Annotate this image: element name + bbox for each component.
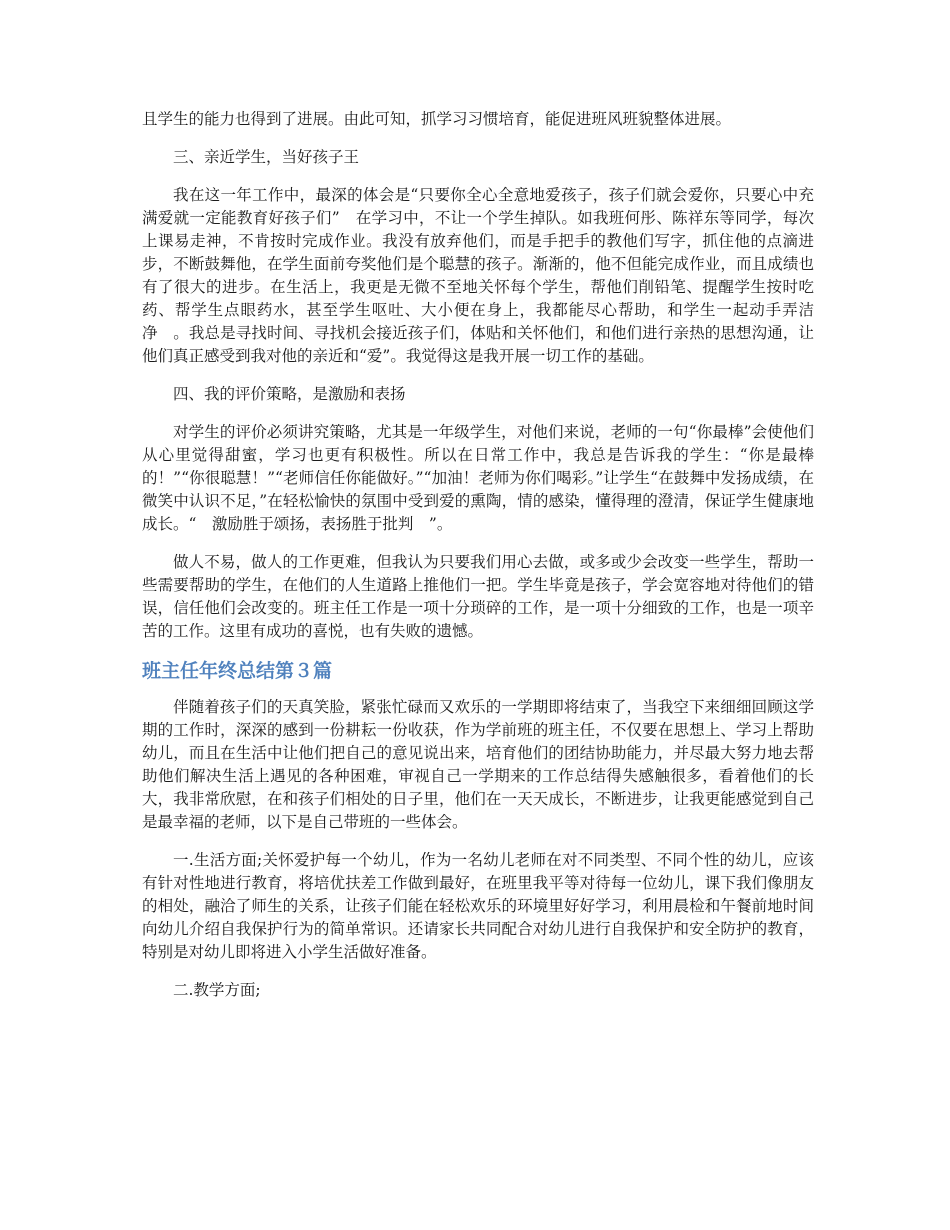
article-three-heading: 班主任年终总结第３篇 (142, 660, 333, 682)
document-page (142, 108, 814, 1017)
section-four-title: 四、我的评价策略，是激励和表扬 (173, 385, 406, 403)
section-three-body: 我在这一年工作中，最深的体会是“只要你全心全意地爱孩子，孩子们就会爱你，只要心中充满爱就一定能教育好孩子们” 在学习中，不让一个学生掉队。如我班何彤、陈祥东等同学，每次上课易走神，不肯按时完成作业。我没有放弃他们，而是手把手的教他们写字，抓住他的点滴进步，不断鼓舞他，在学生面前夸奖他们是个聪慧的孩子。渐渐的，他不但能完成作业，而且成绩也有了很大的进步。在生活上，我更是无微不至地关怀每个学生，帮他们削铅笔、提醒学生按时吃药、帮学生点眼药水，甚至学生呕吐、大小便在身上，我都能尽心帮助，和学生一起动手弄洁净 。我总是寻找时间、寻找机会接近孩子们，体贴和关怀他们，和他们进行亲热的思想沟通，让他们真正感受到我对他的亲近和“爱”。我觉得这是我开展一切工作的基础。 (142, 186, 814, 365)
life-section-paragraph: 一.生活方面;关怀爱护每一个幼儿，作为一名幼儿老师在对不同类型、不同个性的幼儿，应该有针对性地进行教育，将培优扶差工作做到最好，在班里我平等对待每一位幼儿，课下我们像朋友的相处，融洽了师生的关系，让孩子们能在轻松欢乐的环境里好好学习，利用晨检和午餐前地时间向幼儿介绍自我保护行为的简单常识。还请家长共同配合对幼儿进行自我保护和安全防护的教育，特别是对幼儿即将进入小学生活做好准备。 (142, 851, 814, 961)
section-three-title: 三、亲近学生，当好孩子王 (173, 148, 360, 166)
teaching-section-title: 二.教学方面; (173, 981, 261, 999)
closing-paragraph: 做人不易，做人的工作更难，但我认为只要我们用心去做，或多或少会改变一些学生，帮助一些需要帮助的学生，在他们的人生道路上推他们一把。学生毕竟是孩子，学会宽容地对待他们的错误，信任他们会改变的。班主任工作是一项十分琐碎的工作，是一项十分细致的工作，也是一项辛苦的工作。这里有成功的喜悦，也有失败的遗憾。 (142, 553, 814, 640)
continuation-paragraph: 且学生的能力也得到了进展。由此可知，抓学习习惯培育，能促进班风班貌整体进展。 (142, 110, 732, 128)
section-four-body: 对学生的评价必须讲究策略，尤其是一年级学生，对他们来说，老师的一句“你最棒”会使他们从心里觉得甜蜜，学习也更有积极性。所以在日常工作中，我总是告诉我的学生：“你是最棒的！”“你很聪慧！”“老师信任你能做好。”“加油！老师为你们喝彩。”让学生“在鼓舞中发扬成绩，在微笑中认识不足，”在轻松愉快的氛围中受到爱的熏陶，情的感染，懂得理的澄清，保证学生健康地成长。“ 激励胜于颂扬，表扬胜于批判 ”。 (142, 423, 814, 533)
article-three-intro: 伴随着孩子们的天真笑脸，紧张忙碌而又欢乐的一学期即将结束了，当我空下来细细回顾这学期的工作时，深深的感到一份耕耘一份收获，作为学前班的班主任，不仅要在思想上、学习上帮助幼儿，而且在生活中让他们把自己的意见说出来，培育他们的团结协助能力，并尽最大努力地去帮助他们解决生活上遇见的各种困难，审视自己一学期来的工作总结得失感触很多，看着他们的长大，我非常欣慰，在和孩子们相处的日子里，他们在一天天成长，不断进步，让我更能感觉到自己是最幸福的老师，以下是自己带班的一些体会。 (142, 698, 814, 831)
